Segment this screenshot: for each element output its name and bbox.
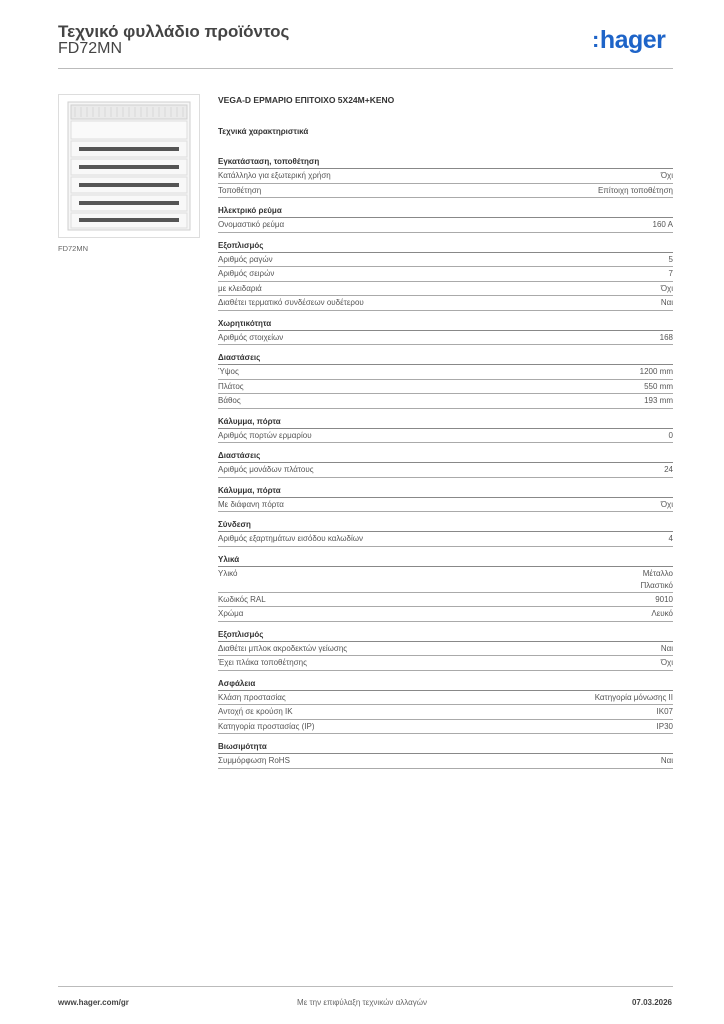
spec-label: Τοποθέτηση — [218, 185, 262, 195]
spec-label: Ονομαστικό ρεύμα — [218, 220, 285, 229]
spec-label: Κλάση προστασίας — [218, 692, 286, 702]
spec-value: Ναι — [660, 643, 673, 653]
section-heading: Σύνδεση — [218, 518, 673, 532]
spec-label: Κωδικός RAL — [218, 594, 266, 604]
spec-label: με κλειδαριά — [218, 283, 262, 293]
spec-value: IK07 — [656, 707, 673, 716]
spec-value: 193 mm — [644, 396, 673, 405]
image-caption: FD72MN — [58, 244, 89, 253]
spec-row — [218, 720, 673, 735]
spec-label: Χρώμα — [218, 609, 244, 618]
spec-row — [218, 331, 673, 346]
spec-label: Βάθος — [218, 396, 241, 405]
spec-section — [218, 155, 673, 198]
spec-section — [218, 317, 673, 346]
spec-row — [218, 394, 673, 409]
footer-note: Με την επιφύλαξη τεχνικών αλλαγών — [297, 998, 427, 1007]
spec-row — [218, 642, 673, 657]
spec-value: Κατηγορία μόνωσης II — [594, 692, 673, 702]
spec-value: 7 — [668, 269, 673, 278]
spec-row — [218, 463, 673, 478]
section-heading: Βιωσιμότητα — [218, 740, 673, 754]
spec-row — [218, 365, 673, 380]
spec-row — [218, 532, 673, 547]
section-heading: Διαστάσεις — [218, 351, 673, 365]
spec-value: 4 — [668, 534, 673, 543]
spec-row — [218, 169, 673, 184]
spec-value: Μέταλλο Πλαστικό — [640, 568, 673, 590]
spec-section — [218, 518, 673, 547]
spec-row — [218, 296, 673, 311]
spec-label: Αριθμός πορτών ερμαρίου — [218, 430, 312, 440]
spec-value: IP30 — [656, 721, 673, 731]
spec-row — [218, 184, 673, 199]
spec-row — [218, 705, 673, 720]
spec-value: Όχι — [660, 658, 673, 667]
spec-label: Υλικό — [218, 568, 238, 578]
spec-value: Επίτοιχη τοποθέτηση — [597, 185, 673, 195]
footer-divider — [58, 986, 673, 987]
logo-text: hager — [599, 26, 666, 54]
footer-url[interactable]: www.hager.com/gr — [58, 998, 129, 1007]
section-heading: Εγκατάσταση, τοποθέτηση — [218, 155, 673, 169]
spec-row — [218, 754, 673, 769]
spec-label: Έχει πλάκα τοποθέτησης — [218, 658, 307, 667]
spec-row — [218, 691, 673, 706]
spec-value: 9010 — [655, 594, 673, 604]
spec-value: 5 — [668, 254, 673, 264]
spec-label: Αριθμός μονάδων πλάτους — [218, 465, 314, 474]
spec-label: Αριθμός εξαρτημάτων εισόδου καλωδίων — [218, 534, 363, 543]
footer-date: 07.03.2026 — [631, 998, 672, 1007]
spec-label: Αντοχή σε κρούση IK — [218, 707, 293, 716]
spec-label: Κατηγορία προστασίας (IP) — [218, 721, 315, 731]
spec-section — [218, 415, 673, 444]
spec-value: 160 A — [652, 220, 673, 229]
section-heading: Εξοπλισμός — [218, 628, 673, 642]
spec-row — [218, 656, 673, 671]
section-heading: Υλικά — [218, 553, 673, 567]
spec-section — [218, 553, 673, 622]
spec-label: Ύψος — [218, 367, 239, 376]
spec-label: Αριθμός στοιχείων — [218, 332, 284, 342]
spec-value: Ναι — [660, 756, 673, 765]
product-title: VEGA-D ΕΡΜΑΡΙΟ ΕΠΙΤΟΙΧΟ 5Χ24Μ+ΚΕΝΟ — [218, 95, 395, 105]
spec-label: Αριθμός σειρών — [218, 269, 275, 278]
spec-section — [218, 677, 673, 735]
cabinet-illustration — [67, 101, 191, 231]
spec-label: Πλάτος — [218, 381, 244, 391]
spec-row — [218, 429, 673, 444]
specs-subtitle: Τεχνικά χαρακτηριστικά — [218, 127, 309, 136]
spec-label: Διαθέτει τερματικό συνδέσεων ουδέτερου — [218, 298, 364, 307]
spec-value: Ναι — [660, 298, 673, 307]
spec-section — [218, 484, 673, 513]
spec-section — [218, 740, 673, 769]
spec-section — [218, 204, 673, 233]
spec-value: Όχι — [660, 499, 673, 509]
spec-value: Λευκό — [651, 609, 673, 618]
spec-section — [218, 351, 673, 409]
spec-row — [218, 498, 673, 513]
section-heading: Διαστάσεις — [218, 449, 673, 463]
spec-section — [218, 628, 673, 671]
spec-label: Με διάφανη πόρτα — [218, 499, 284, 509]
section-heading: Χωρητικότητα — [218, 317, 673, 331]
spec-value: 1200 mm — [639, 367, 673, 376]
hager-logo[interactable] — [592, 26, 665, 55]
document-title: Τεχνικό φυλλάδιο προϊόντος — [58, 22, 290, 41]
spec-row — [218, 253, 673, 268]
spec-value: 168 — [659, 332, 673, 342]
spec-section — [218, 449, 673, 478]
spec-row — [218, 567, 673, 593]
header-divider — [58, 68, 673, 69]
spec-value: 24 — [664, 465, 673, 474]
spec-sections — [218, 155, 673, 769]
spec-label: Αριθμός ραγών — [218, 254, 273, 264]
section-heading: Κάλυμμα, πόρτα — [218, 484, 673, 498]
spec-label: Κατάλληλο για εξωτερική χρήση — [218, 171, 331, 180]
spec-row — [218, 380, 673, 395]
spec-value: 0 — [668, 430, 673, 440]
section-heading: Εξοπλισμός — [218, 239, 673, 253]
section-heading: Ηλεκτρικό ρεύμα — [218, 204, 673, 218]
product-image — [58, 94, 200, 238]
spec-section — [218, 239, 673, 311]
logo-dots: : — [592, 27, 599, 52]
spec-row — [218, 267, 673, 282]
spec-value: Όχι — [660, 171, 673, 180]
section-heading: Ασφάλεια — [218, 677, 673, 691]
spec-row — [218, 282, 673, 297]
spec-label: Συμμόρφωση RoHS — [218, 756, 290, 765]
spec-value: 550 mm — [644, 381, 673, 391]
spec-row — [218, 607, 673, 622]
product-code: FD72MN — [58, 40, 123, 57]
spec-content — [218, 95, 673, 775]
spec-row — [218, 218, 673, 233]
section-heading: Κάλυμμα, πόρτα — [218, 415, 673, 429]
spec-value: Όχι — [660, 283, 673, 293]
spec-label: Διαθέτει μπλοκ ακροδεκτών γείωσης — [218, 643, 348, 653]
spec-row — [218, 593, 673, 608]
